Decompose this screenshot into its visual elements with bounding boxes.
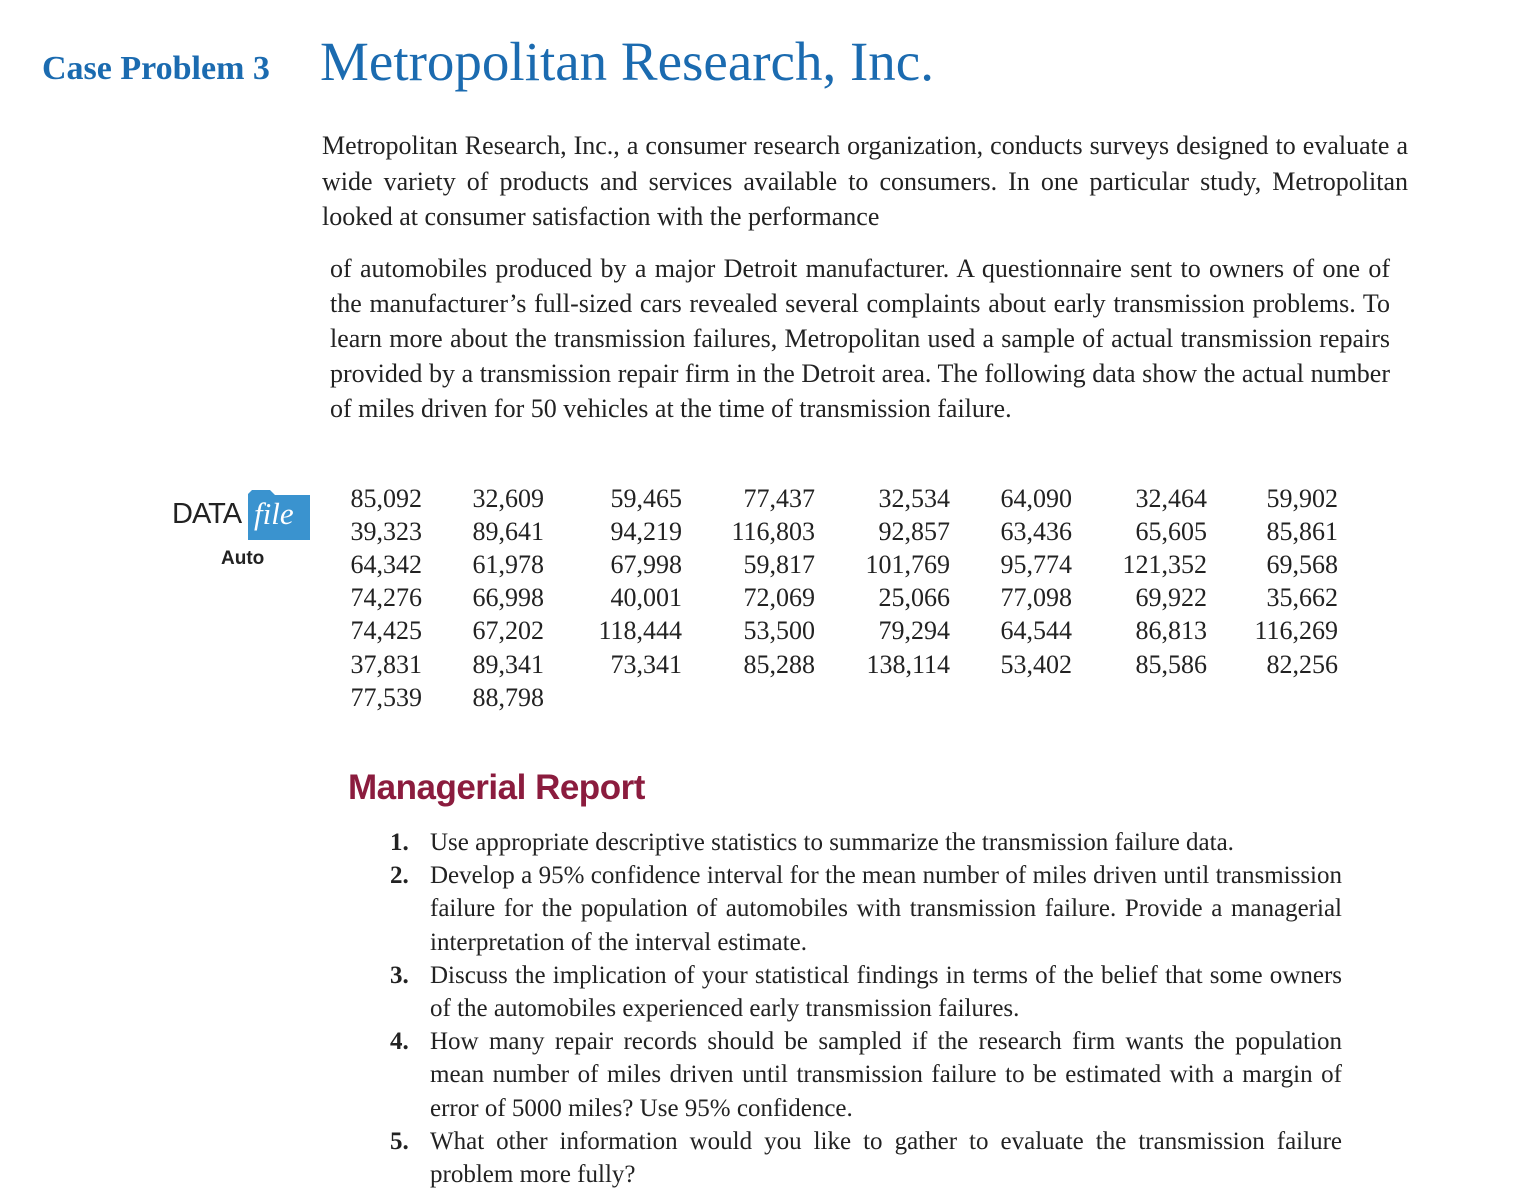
table-cell: 65,605 bbox=[1135, 516, 1207, 546]
table-cell: 86,813 bbox=[1135, 616, 1207, 646]
table-cell: 95,774 bbox=[1000, 549, 1072, 579]
table-cell: 77,437 bbox=[743, 483, 815, 513]
table-cell: 85,586 bbox=[1135, 649, 1207, 679]
case-title: Metropolitan Research, Inc. bbox=[320, 31, 934, 92]
table-cell bbox=[950, 681, 1072, 714]
table-row bbox=[338, 548, 1338, 581]
question-text: How many repair records should be sampled if the research firm wants the population mean number of miles driven until transmission failure to be estimated with a margin of error of 5000 miles? Use 95% confidence. bbox=[430, 1028, 1342, 1122]
table-cell: 39,323 bbox=[350, 516, 422, 546]
table-cell: 67,998 bbox=[610, 549, 682, 579]
question-number: 2. bbox=[390, 862, 409, 890]
table-cell: 64,544 bbox=[1000, 616, 1072, 646]
table-cell: 85,092 bbox=[350, 483, 422, 513]
table-cell: 101,769 bbox=[865, 549, 950, 579]
question-text: Discuss the implication of your statistical findings in terms of the belief that some owners of the automobiles experienced early transmission failures. bbox=[430, 961, 1342, 1023]
table-cell: 59,902 bbox=[1266, 483, 1338, 513]
question-number: 4. bbox=[390, 1028, 409, 1056]
question-text: Use appropriate descriptive statistics to summarize the transmission failure data. bbox=[430, 829, 1234, 856]
table-row bbox=[338, 582, 1338, 615]
table-row bbox=[338, 615, 1338, 648]
table-row bbox=[338, 648, 1338, 681]
table-cell: 25,066 bbox=[878, 583, 950, 613]
question-number: 5. bbox=[390, 1127, 409, 1155]
managerial-report-heading: Managerial Report bbox=[348, 768, 645, 807]
table-cell bbox=[1207, 681, 1338, 714]
table-row bbox=[338, 681, 1338, 714]
data-word: DATA bbox=[172, 498, 242, 530]
table-cell: 79,294 bbox=[878, 616, 950, 646]
table-cell: 92,857 bbox=[878, 516, 950, 546]
table-cell: 73,341 bbox=[610, 649, 682, 679]
table-cell: 94,219 bbox=[610, 516, 682, 546]
table-cell: 72,069 bbox=[743, 583, 815, 613]
table-cell: 88,798 bbox=[472, 682, 544, 712]
question-item bbox=[390, 859, 1342, 959]
table-cell: 59,465 bbox=[610, 483, 682, 513]
table-cell: 59,817 bbox=[743, 549, 815, 579]
table-cell: 89,641 bbox=[472, 516, 544, 546]
question-item bbox=[390, 826, 1342, 859]
table-cell: 74,276 bbox=[350, 583, 422, 613]
table-cell bbox=[682, 681, 815, 714]
file-word: file bbox=[254, 496, 294, 531]
table-cell: 82,256 bbox=[1266, 649, 1338, 679]
datafile-name: Auto bbox=[221, 548, 265, 569]
table-cell bbox=[1072, 681, 1207, 714]
question-item bbox=[390, 1025, 1342, 1125]
question-text: Develop a 95% confidence interval for the mean number of miles driven until transmission failure for the population of automobiles with transmission failure. Provide a managerial interpretation of the interval estimate. bbox=[430, 862, 1342, 956]
intro-paragraph-1: Metropolitan Research, Inc., a consumer research organization, conducts surveys designed to evaluate a wide variety of products and services available to consumers. In one particular study, Metropolitan looked at consumer satisfaction with the performance bbox=[322, 131, 1408, 231]
table-cell: 32,609 bbox=[472, 483, 544, 513]
intro-paragraph-2: of automobiles produced by a major Detroit manufacturer. A questionnaire sent to owners of one of the manufacturer’s full-sized cars revealed several complaints about early transmission problems. To learn more about the transmission failures, Metropolitan used a sample of actual transmission repairs provided by a transmission repair firm in the Detroit area. The following data show the actual number of miles driven for 50 vehicles at the time of transmission failure. bbox=[330, 254, 1390, 423]
table-row bbox=[338, 515, 1338, 548]
table-cell: 74,425 bbox=[350, 616, 422, 646]
question-item bbox=[390, 1125, 1342, 1191]
case-problem-label: Case Problem 3 bbox=[42, 50, 270, 87]
table-cell: 40,001 bbox=[610, 583, 682, 613]
table-cell bbox=[815, 681, 950, 714]
table-cell: 35,662 bbox=[1266, 583, 1338, 613]
table-cell: 121,352 bbox=[1122, 549, 1207, 579]
table-cell: 116,803 bbox=[731, 516, 815, 546]
question-number: 3. bbox=[390, 961, 409, 989]
table-cell: 69,568 bbox=[1266, 549, 1338, 579]
table-cell bbox=[544, 681, 682, 714]
table-cell: 64,090 bbox=[1000, 483, 1072, 513]
table-row bbox=[338, 482, 1338, 515]
question-text: What other information would you like to gather to evaluate the transmission failure problem more fully? bbox=[430, 1127, 1342, 1189]
table-cell: 69,922 bbox=[1135, 583, 1207, 613]
table-cell: 118,444 bbox=[598, 616, 682, 646]
miles-data-table bbox=[338, 482, 1338, 714]
table-cell: 77,098 bbox=[1000, 583, 1072, 613]
question-number: 1. bbox=[390, 829, 409, 856]
table-cell: 37,831 bbox=[350, 649, 422, 679]
table-cell: 63,436 bbox=[1000, 516, 1072, 546]
table-cell: 64,342 bbox=[350, 549, 422, 579]
table-cell: 32,534 bbox=[878, 483, 950, 513]
table-cell: 53,402 bbox=[1000, 649, 1072, 679]
report-questions bbox=[390, 826, 1342, 1191]
table-cell: 89,341 bbox=[472, 649, 544, 679]
question-item bbox=[390, 959, 1342, 1025]
table-cell: 67,202 bbox=[472, 616, 544, 646]
table-cell: 53,500 bbox=[743, 616, 815, 646]
table-cell: 85,288 bbox=[743, 649, 815, 679]
table-cell: 116,269 bbox=[1254, 616, 1338, 646]
table-cell: 85,861 bbox=[1266, 516, 1338, 546]
table-cell: 77,539 bbox=[350, 682, 422, 712]
table-cell: 138,114 bbox=[866, 649, 950, 679]
table-cell: 32,464 bbox=[1135, 483, 1207, 513]
table-cell: 66,998 bbox=[472, 583, 544, 613]
table-cell: 61,978 bbox=[472, 549, 544, 579]
